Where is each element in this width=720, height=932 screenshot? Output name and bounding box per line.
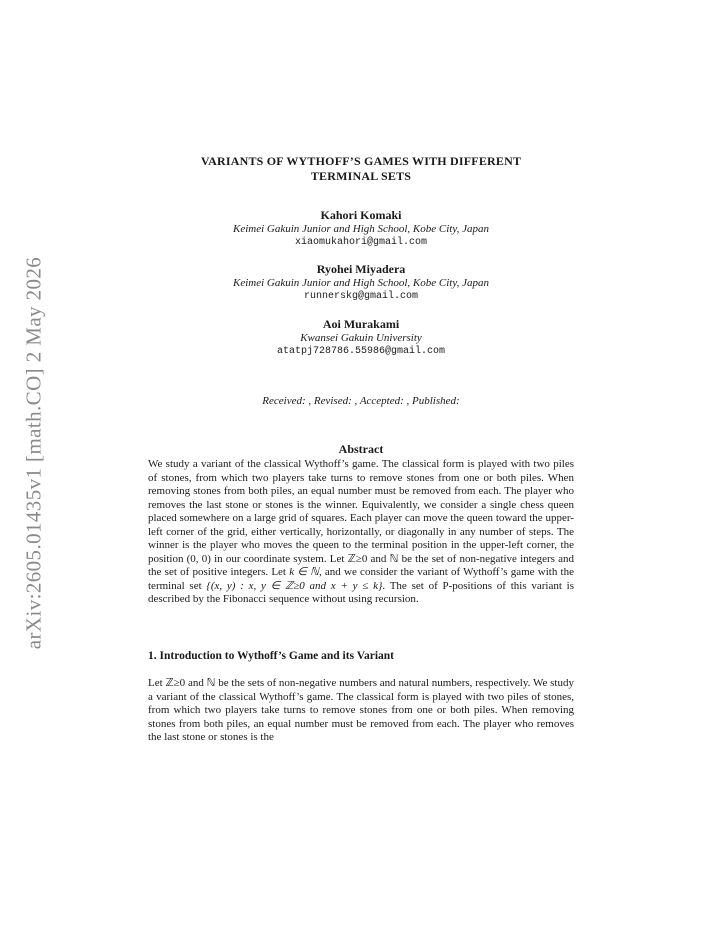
abstract-heading: Abstract [338,442,384,456]
author-name: Aoi Murakami [322,317,400,331]
author-email: xiaomukahori@gmail.com [294,237,428,248]
abstract-text-2: in our coordinate system. Let [210,552,348,565]
title-line-1: VARIANTS OF WYTHOFF’S GAMES WITH DIFFERENT [200,154,522,168]
author-name: Ryohei Miyadera [316,262,406,276]
author-block-1 [148,208,574,250]
math-origin: (0, 0) [186,552,211,565]
author-email: atatpj728786.55986@gmail.com [276,346,446,357]
arxiv-identifier: arXiv:2605.01435v1 [math.CO] 2 May 2026 [21,256,46,650]
author-block-2 [148,262,574,304]
intro-body [148,677,574,745]
title-line-2: TERMINAL SETS [310,169,412,183]
math-nonneg-integers: ℤ≥0 [165,677,186,689]
author-affiliation: Keimei Gakuin Junior and High School, Kobe City, Japan [232,223,490,235]
author-email: runnerskg@gmail.com [303,291,419,302]
math-terminal-set: {(x, y) : x, y ∈ ℤ≥0 and x + y ≤ k} [206,579,383,592]
paper-title [148,154,574,184]
author-name: Kahori Komaki [320,208,402,222]
abstract-text-1: We study a variant of the classical Wythoff’s game. The classical form is played with two piles of stones, from which two players take turns to remove stones from one or both piles. When removing stones from both piles, an equal number must be removed from each. The player who removes the last stone or stones is the winner. Equivalently, we consider a single chess queen placed somewhere on a large grid of squares. Each player can move the queen toward the upper-left corner of the grid, either vertically, horizontally, or diagonally in any number of steps. The winner is the player who moves the queen to the terminal position in the upper-left corner, the position [148,458,574,565]
abstract-text-4: , and we consider the variant of Wythoff’s game with the terminal set [148,566,574,592]
math-nonneg-integers: ℤ≥0 [347,552,368,565]
abstract-text-5: . The set of P-positions of this variant is described by the Fibonacci sequence without using recursion. [148,579,575,605]
intro-text-2: and ℕ be the sets of non-negative numbers and natural numbers, respectively. We study a variant of the classical Wythoff’s game. The classical form is played with two piles of stones, from which two players take turns to remove stones from one or both piles. When removing stones from both piles, an equal number must be removed from each. The player who removes the last stone or stones is the [148,677,574,743]
section-heading: 1. Introduction to Wythoff’s Game and its Variant [148,650,394,662]
intro-text-1: Let [148,677,166,689]
author-block-3 [148,317,574,359]
math-k-in-n: k ∈ ℕ [289,566,319,578]
author-affiliation: Keimei Gakuin Junior and High School, Kobe City, Japan [232,277,490,289]
publication-dates: Received: , Revised: , Accepted: , Published: [262,395,460,407]
abstract-body [148,458,574,607]
author-affiliation: Kwansei Gakuin University [300,332,422,344]
abstract-text-3: and ℕ be the set of non-negative integers and the set of positive integers. Let [148,552,575,578]
